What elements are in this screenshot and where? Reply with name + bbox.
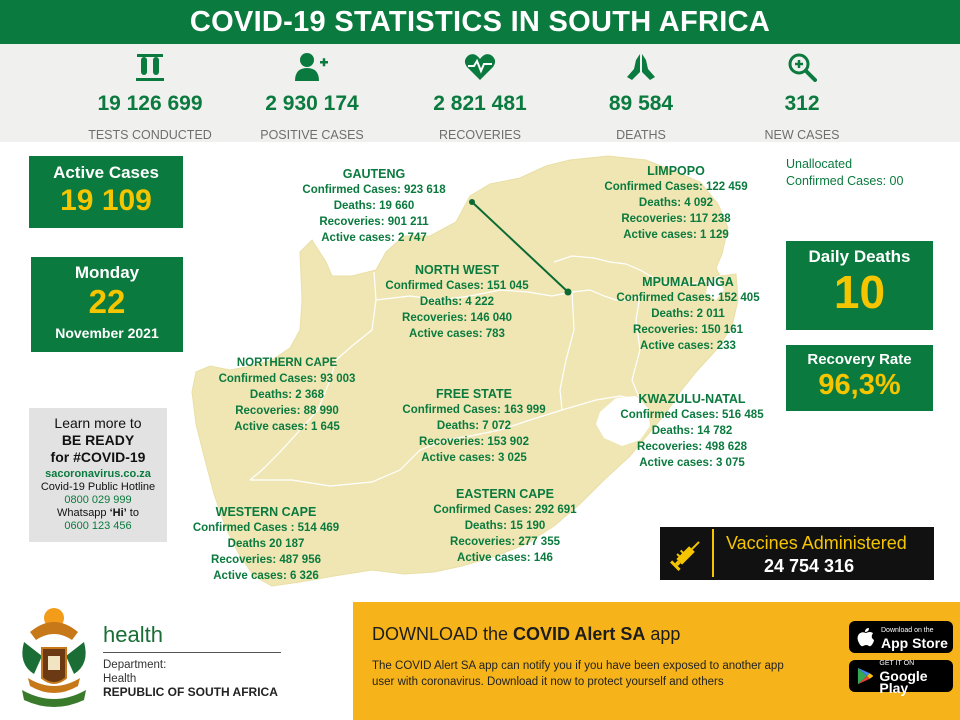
- province-western-cape: [186, 504, 346, 584]
- province-mpumalanga: [608, 274, 768, 354]
- province-active: Active cases: 3 075: [639, 457, 745, 469]
- province-name: NORTHERN CAPE: [236, 357, 338, 369]
- stats-strip: [0, 44, 960, 142]
- province-deaths: Deaths: 4 222: [419, 296, 495, 308]
- google-play-icon: [857, 666, 873, 686]
- province-north-west: [377, 262, 537, 342]
- learn-more-box: [29, 408, 167, 542]
- province-active: Active cases: 3 025: [421, 452, 527, 464]
- daily-deaths-box: [786, 241, 933, 330]
- department-line-2: Health: [103, 673, 137, 685]
- stat-label: RECOVERIES: [439, 128, 521, 142]
- province-northern-cape: [207, 355, 367, 435]
- province-confirmed: Confirmed Cases: 93 003: [218, 373, 356, 385]
- province-confirmed: Confirmed Cases: 122 459: [604, 181, 748, 193]
- province-deaths: Deaths: 7 072: [436, 420, 512, 432]
- province-kwazulu-natal: [612, 391, 772, 471]
- stat-label: DEATHS: [616, 128, 666, 142]
- daily-deaths-label: Daily Deaths: [808, 247, 911, 266]
- province-recoveries: Recoveries: 901 211: [319, 216, 429, 228]
- health-wordmark: health: [103, 622, 163, 647]
- date-day: 22: [88, 283, 126, 320]
- download-post: app: [645, 624, 681, 644]
- active-cases-value: 19 109: [60, 184, 152, 217]
- province-recoveries: Recoveries: 150 161: [633, 324, 743, 336]
- province-name: EASTERN CAPE: [456, 487, 554, 501]
- province-confirmed: Confirmed Cases: 516 485: [620, 409, 764, 421]
- province-deaths: Deaths: 15 190: [464, 520, 546, 532]
- hotline-label: Covid-19 Public Hotline: [40, 481, 156, 493]
- stat-value: 89 584: [608, 92, 674, 115]
- zoom-plus-icon: [712, 50, 892, 84]
- province-confirmed: Confirmed Cases: 152 405: [616, 292, 760, 304]
- province-active: Active cases: 783: [409, 328, 505, 340]
- vaccines-divider: [712, 529, 714, 577]
- praying-hands-icon: [551, 50, 731, 84]
- province-active: Active cases: 1 645: [234, 421, 340, 433]
- province-name: MPUMALANGA: [642, 275, 734, 289]
- stat-label: NEW CASES: [764, 128, 840, 142]
- learn-line-3: for #COVID-19: [50, 449, 146, 465]
- stat-value: 312: [784, 92, 820, 115]
- hotline-number[interactable]: 0800 029 999: [64, 494, 132, 506]
- province-recoveries: Recoveries: 146 040: [402, 312, 512, 324]
- active-cases-box: [29, 156, 183, 228]
- learn-line-2: BE READY: [61, 432, 135, 448]
- health-divider: [103, 652, 281, 653]
- stat-value: 2 821 481: [433, 92, 527, 115]
- province-name: NORTH WEST: [414, 263, 500, 277]
- province-confirmed: Confirmed Cases : 514 469: [192, 522, 340, 534]
- stat-positive: [222, 50, 402, 142]
- province-recoveries: Recoveries: 277 355: [450, 536, 560, 548]
- province-free-state: [394, 386, 554, 466]
- recovery-rate-value: 96,3%: [818, 369, 901, 401]
- google-play-small-text: GET IT ON: [879, 660, 915, 667]
- stat-label: TESTS CONDUCTED: [88, 128, 212, 142]
- stat-new-cases: [712, 50, 892, 142]
- recovery-rate-box: [786, 345, 933, 411]
- province-active: Active cases: 2 747: [321, 232, 427, 244]
- province-name: GAUTENG: [342, 167, 406, 181]
- vaccines-box: [660, 527, 934, 580]
- test-tubes-icon: [60, 50, 240, 84]
- download-pre: DOWNLOAD the: [372, 624, 514, 644]
- province-name: WESTERN CAPE: [215, 505, 317, 519]
- apple-icon: [857, 627, 875, 647]
- province-deaths: Deaths: 2 011: [651, 308, 725, 320]
- whatsapp-number[interactable]: 0600 123 456: [64, 520, 132, 532]
- stat-label: POSITIVE CASES: [260, 128, 364, 142]
- page-title: COVID-19 STATISTICS IN SOUTH AFRICA: [0, 0, 960, 44]
- whatsapp-label: [29, 507, 167, 519]
- vaccines-value: 24 754 316: [764, 556, 855, 576]
- stat-value: 2 930 174: [265, 92, 359, 115]
- province-name: KWAZULU-NATAL: [638, 392, 746, 406]
- province-active: Active cases: 1 129: [623, 229, 729, 241]
- stat-value: 19 126 699: [97, 92, 203, 115]
- download-app-name: COVID Alert SA: [513, 624, 646, 644]
- stat-deaths: [551, 50, 731, 142]
- republic-label: REPUBLIC OF SOUTH AFRICA: [103, 685, 278, 699]
- department-label: [103, 658, 166, 686]
- province-deaths: Deaths: 2 368: [249, 389, 325, 401]
- add-person-icon: [222, 50, 402, 84]
- unallocated-line-1: Unallocated: [786, 157, 853, 171]
- heartbeat-icon: [390, 50, 570, 84]
- unallocated-note: [786, 156, 903, 190]
- coat-of-arms-logo: [14, 604, 94, 714]
- province-deaths: Deaths: 4 092: [638, 197, 714, 209]
- province-recoveries: Recoveries: 487 956: [211, 554, 321, 566]
- province-active: Active cases: 6 326: [213, 570, 319, 582]
- gauteng-pointer-end: [565, 289, 572, 296]
- syringe-icon: [668, 535, 706, 573]
- app-store-small-text: Download on the: [881, 627, 934, 634]
- province-eastern-cape: [425, 486, 585, 566]
- stat-recoveries: [390, 50, 570, 142]
- province-deaths: Deaths 20 187: [227, 538, 305, 550]
- recovery-rate-label: Recovery Rate: [807, 351, 912, 368]
- date-box: [31, 257, 183, 352]
- province-deaths: Deaths: 19 660: [333, 200, 415, 212]
- province-recoveries: Recoveries: 153 902: [419, 436, 529, 448]
- province-active: Active cases: 146: [457, 552, 553, 564]
- app-store-button[interactable]: [849, 621, 953, 653]
- date-month-year: November 2021: [55, 325, 159, 341]
- active-cases-label: Active Cases: [53, 163, 159, 182]
- province-limpopo: [596, 163, 756, 243]
- province-deaths: Deaths: 14 782: [651, 425, 733, 437]
- vaccines-label: Vaccines Administered: [726, 533, 907, 553]
- unallocated-line-2: Confirmed Cases: 00: [786, 174, 904, 188]
- province-recoveries: Recoveries: 498 628: [637, 441, 747, 453]
- date-weekday: Monday: [74, 263, 140, 282]
- download-heading: [372, 624, 680, 645]
- province-name: LIMPOPO: [647, 164, 705, 178]
- province-recoveries: Recoveries: 117 238: [621, 213, 731, 225]
- download-description: The COVID Alert SA app can notify you if you have been exposed to another app user with coronavirus. Download it now to protect yourself and others: [372, 660, 784, 688]
- province-confirmed: Confirmed Cases: 151 045: [385, 280, 529, 292]
- gauteng-pointer-start: [469, 199, 475, 205]
- whatsapp-post: to: [126, 507, 139, 519]
- province-active: Active cases: 233: [640, 340, 736, 352]
- google-play-label: Google Play: [879, 668, 928, 696]
- daily-deaths-value: 10: [833, 266, 886, 318]
- learn-line-1: Learn more to: [54, 415, 142, 431]
- department-line-1: Department:: [103, 659, 167, 671]
- website-link[interactable]: sacoronavirus.co.za: [45, 468, 151, 480]
- province-gauteng: [294, 166, 454, 246]
- whatsapp-hi: ‘Hi’: [109, 507, 127, 519]
- app-store-label: App Store: [881, 635, 948, 651]
- stat-tests: [60, 50, 240, 142]
- province-confirmed: Confirmed Cases: 923 618: [302, 184, 446, 196]
- google-play-button[interactable]: [849, 660, 953, 696]
- province-recoveries: Recoveries: 88 990: [235, 405, 339, 417]
- province-confirmed: Confirmed Cases: 292 691: [433, 504, 577, 516]
- province-name: FREE STATE: [436, 387, 512, 401]
- province-confirmed: Confirmed Cases: 163 999: [402, 404, 546, 416]
- whatsapp-pre: Whatsapp: [57, 507, 110, 519]
